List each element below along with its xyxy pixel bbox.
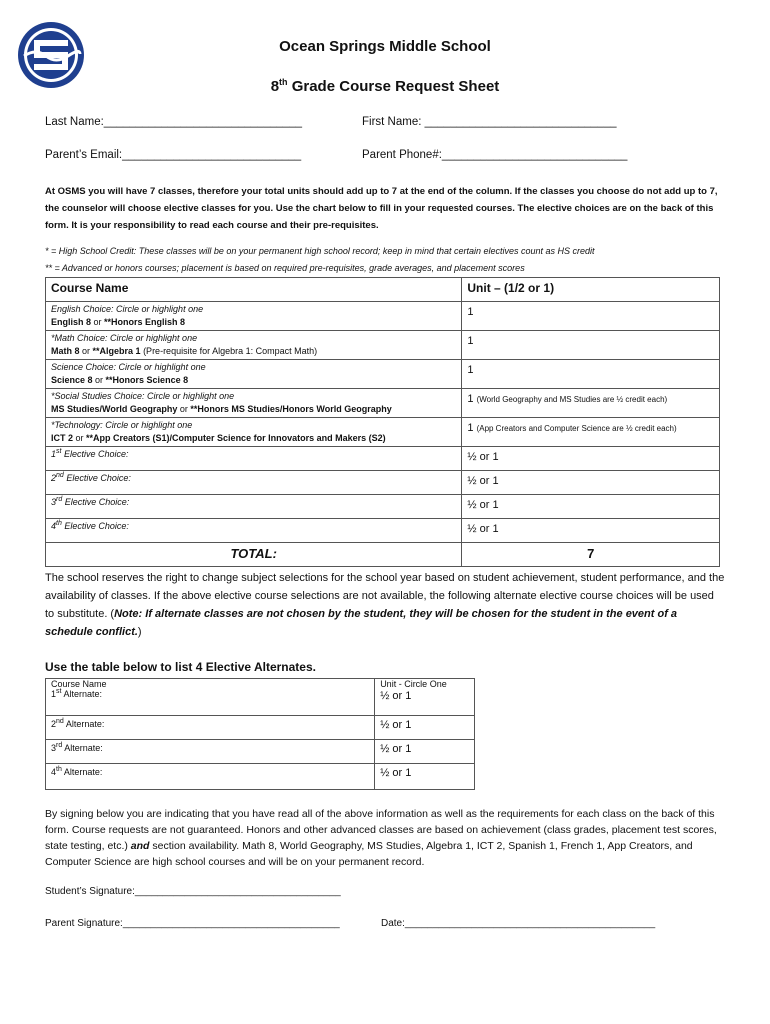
elective-choice-4[interactable]: 4th Elective Choice: [46, 519, 462, 543]
alternate-2[interactable]: 2nd Alternate: [46, 716, 375, 740]
unit-note: (App Creators and Computer Science are ½ credit each) [476, 424, 677, 433]
total-value: 7 [462, 543, 720, 567]
table-row: *Social Studies Choice: Circle or highlight one MS Studies/World Geography or **Honors MS Studies/Honors World Geography 1 (World Geography and MS Studies are ½ credit each) [46, 389, 720, 418]
option-b[interactable]: **Honors English 8 [104, 317, 186, 327]
row-label: Science Choice: Circle or highlight one [51, 362, 206, 372]
date-field[interactable]: Date:_____________________________________________ [381, 918, 656, 929]
student-signature-field[interactable]: Student’s Signature:_____________________________________ [45, 886, 341, 897]
reserve-paragraph: The school reserves the right to change subject selections for the school year based on student achievement, student performance, and the availability of classes. If the above elective course selections are not available, the following alternate elective course choices will be used to substitute. (Note: If alternate classes are not chosen by the student, they will be chosen for the student in the event of a schedule conflict.) [45, 572, 725, 638]
unit-value: 1 [467, 335, 474, 347]
elective-choice-1[interactable]: 1st Elective Choice: [46, 447, 462, 471]
alt-unit-2[interactable]: ½ or 1 [375, 716, 475, 740]
total-row [46, 543, 720, 567]
table-row: Science Choice: Circle or highlight one Science 8 or **Honors Science 8 1 [46, 360, 720, 389]
alternates-table [45, 678, 475, 790]
alt-unit-header: Unit - Circle One [380, 679, 447, 689]
first-name-field[interactable]: First Name: ______________________________ [362, 116, 617, 128]
option-b[interactable]: **Honors Science 8 [105, 375, 189, 385]
alternate-4[interactable]: 4th Alternate: [46, 764, 375, 790]
unit-header: Unit – (1/2 or 1) [462, 278, 720, 302]
row-label: *Technology: Circle or highlight one [51, 420, 193, 430]
alt-row-1 [46, 679, 375, 716]
row-label: *Math Choice: Circle or highlight one [51, 333, 198, 343]
elective-unit-2[interactable]: ½ or 1 [462, 471, 720, 495]
unit-value: 1 [467, 364, 474, 376]
alternates-heading: Use the table below to list 4 Elective Alternates. [45, 660, 316, 674]
option-b[interactable]: **Algebra 1 [92, 346, 141, 356]
table-row [46, 495, 720, 519]
table-row [46, 519, 720, 543]
parent-signature-field[interactable]: Parent Signature:_______________________________________ [45, 918, 340, 929]
parent-email-field[interactable]: Parent’s Email:____________________________ [45, 149, 302, 161]
table-row [46, 764, 475, 790]
elective-choice-3[interactable]: 3rd Elective Choice: [46, 495, 462, 519]
table-row [46, 447, 720, 471]
alt-unit-3[interactable]: ½ or 1 [375, 740, 475, 764]
alt-course-header: Course Name [51, 679, 107, 689]
intro-text: At OSMS you will have 7 classes, therefore your total units should add up to 7 at the end of the column. If the classes you choose do not add up to 7, the counselor will choose elective classes for you. Use the chart below to fill in your requested courses. The elective choices are on the back of this form. It is your responsibility to read each course and their pre-requisites. [45, 186, 718, 231]
unit-note: (World Geography and MS Studies are ½ credit each) [476, 395, 668, 404]
parent-phone-field[interactable]: Parent Phone#:_____________________________ [362, 149, 628, 161]
last-name-field[interactable]: Last Name:_______________________________ [45, 116, 303, 128]
total-label: TOTAL: [46, 543, 462, 567]
elective-unit-3[interactable]: ½ or 1 [462, 495, 720, 519]
alternate-1[interactable]: 1st Alternate: [51, 688, 102, 699]
row-label: *Social Studies Choice: Circle or highlight one [51, 391, 235, 401]
course-name-header: Course Name [46, 278, 462, 302]
table-row: English Choice: Circle or highlight one English 8 or **Honors English 8 1 [46, 302, 720, 331]
school-title: Ocean Springs Middle School [279, 38, 491, 55]
sheet-title: 8th Grade Course Request Sheet [270, 77, 500, 95]
course-table [45, 277, 720, 567]
option-a[interactable]: English 8 [51, 317, 92, 327]
alt-unit-4[interactable]: ½ or 1 [375, 764, 475, 790]
elective-unit-4[interactable]: ½ or 1 [462, 519, 720, 543]
table-row: *Technology: Circle or highlight one ICT 2 or **App Creators (S1)/Computer Science for Innovators and Makers (S2) 1 (App Creators and Computer Science are ½ credit each) [46, 418, 720, 447]
alt-unit-1[interactable]: ½ or 1 [380, 690, 412, 702]
table-row: *Math Choice: Circle or highlight one Math 8 or **Algebra 1 (Pre-requisite for Algebra 1: Compact Math) 1 [46, 331, 720, 360]
reserve-note: Note: If alternate classes are not chosen by the student, they will be chosen for the student in the event of a schedule conflict. [45, 608, 678, 638]
option-b[interactable]: **Honors MS Studies/Honors World Geography [190, 404, 392, 414]
row-label: English Choice: Circle or highlight one [51, 304, 204, 314]
unit-value: 1 [467, 422, 474, 434]
table-row [46, 716, 475, 740]
hs-credit-note: * = High School Credit: These classes will be on your permanent high school record; keep in mind that certain electives count as HS credit [45, 246, 595, 256]
option-a[interactable]: MS Studies/World Geography [51, 404, 178, 414]
unit-value: 1 [467, 306, 474, 318]
signing-paragraph: By signing below you are indicating that you have read all of the above information as well as the requirements for each class on the back of this form. Course requests are not guaranteed. Honors and other advanced classes are based on achievement (class grades, placement test scores, state testing, etc.) and section availability. Math 8, World Geography, MS Studies, Algebra 1, ICT 2, Spanish 1, French 1, App Creators, and Computer Science are high school courses and will be on your permanent record. [45, 808, 717, 868]
option-a[interactable]: Science 8 [51, 375, 93, 385]
option-b[interactable]: **App Creators (S1)/Computer Science for Innovators and Makers (S2) [86, 433, 386, 443]
option-a[interactable]: Math 8 [51, 346, 80, 356]
honors-note: ** = Advanced or honors courses; placement is based on required pre-requisites, grade averages, and placement scores [45, 263, 525, 273]
elective-unit-1[interactable]: ½ or 1 [462, 447, 720, 471]
elective-choice-2[interactable]: 2nd Elective Choice: [46, 471, 462, 495]
alternate-3[interactable]: 3rd Alternate: [46, 740, 375, 764]
table-row [46, 740, 475, 764]
unit-value: 1 [467, 393, 474, 405]
table-row [46, 471, 720, 495]
option-a[interactable]: ICT 2 [51, 433, 74, 443]
